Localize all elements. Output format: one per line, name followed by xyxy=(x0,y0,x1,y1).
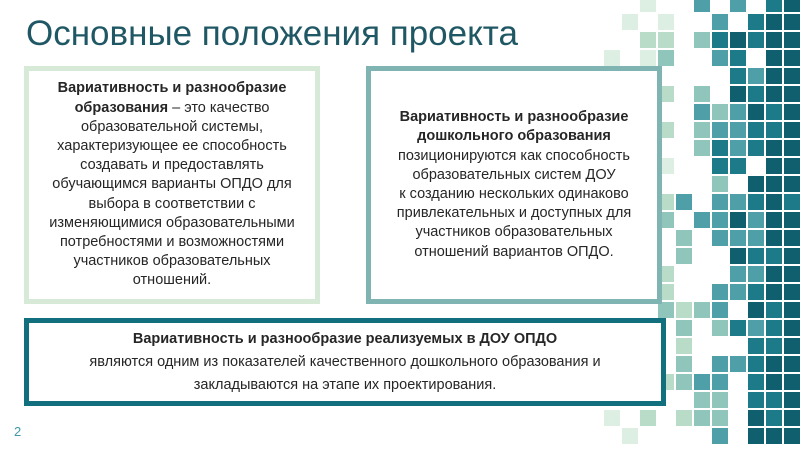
mosaic-square xyxy=(730,356,746,372)
mosaic-square xyxy=(748,212,764,228)
mosaic-square xyxy=(748,392,764,408)
mosaic-square xyxy=(784,86,800,102)
mosaic-square xyxy=(712,410,728,426)
definition-box-preschool-text xyxy=(379,108,649,262)
mosaic-square xyxy=(784,176,800,192)
mosaic-square xyxy=(694,122,710,138)
mosaic-square xyxy=(748,14,764,30)
mosaic-square xyxy=(604,50,620,66)
definition-box-preschool-term: Вариативность и разнообразие дошкольного образования xyxy=(399,109,629,145)
mosaic-square xyxy=(604,410,620,426)
mosaic-square xyxy=(694,374,710,390)
mosaic-square xyxy=(748,194,764,210)
mosaic-square xyxy=(730,68,746,84)
mosaic-square xyxy=(766,68,782,84)
mosaic-square xyxy=(748,302,764,318)
mosaic-square xyxy=(694,410,710,426)
mosaic-square xyxy=(784,194,800,210)
mosaic-square xyxy=(766,14,782,30)
mosaic-square xyxy=(766,194,782,210)
mosaic-square xyxy=(748,374,764,390)
mosaic-square xyxy=(712,230,728,246)
mosaic-square xyxy=(766,392,782,408)
mosaic-square xyxy=(712,14,728,30)
mosaic-square xyxy=(676,230,692,246)
definition-box-preschool-line-1: позиционируются как способность xyxy=(398,147,630,164)
definition-box-education-term: Вариативность и разнообразие образования xyxy=(57,80,287,116)
definition-box-education-text xyxy=(37,79,307,290)
mosaic-square xyxy=(730,50,746,66)
mosaic-square xyxy=(676,356,692,372)
mosaic-square xyxy=(730,230,746,246)
mosaic-square xyxy=(748,86,764,102)
conclusion-box-line-1: являются одним из показателей качественного дошкольного образования и xyxy=(89,353,601,370)
mosaic-square xyxy=(730,320,746,336)
mosaic-square xyxy=(784,374,800,390)
mosaic-square xyxy=(730,104,746,120)
mosaic-square xyxy=(766,284,782,300)
mosaic-square xyxy=(784,356,800,372)
mosaic-square xyxy=(694,0,710,12)
conclusion-box-line-2: закладываются на этапе их проектирования. xyxy=(193,376,497,393)
mosaic-square xyxy=(784,230,800,246)
mosaic-square xyxy=(676,302,692,318)
mosaic-square xyxy=(784,68,800,84)
mosaic-square xyxy=(766,86,782,102)
mosaic-square xyxy=(766,266,782,282)
mosaic-square xyxy=(766,248,782,264)
mosaic-square xyxy=(694,302,710,318)
mosaic-square xyxy=(694,32,710,48)
mosaic-square xyxy=(748,248,764,264)
page-number: 2 xyxy=(14,424,22,439)
mosaic-square xyxy=(712,140,728,156)
definition-box-preschool-line-3: к созданию нескольких одинаково привлекательных и доступных для участников образовательных отношений вариантов ОПДО. xyxy=(396,186,632,260)
conclusion-box xyxy=(24,318,666,406)
mosaic-square xyxy=(784,32,800,48)
mosaic-square xyxy=(730,248,746,264)
mosaic-square xyxy=(748,176,764,192)
mosaic-square xyxy=(766,158,782,174)
mosaic-square xyxy=(784,212,800,228)
mosaic-square xyxy=(712,428,728,444)
mosaic-square xyxy=(694,140,710,156)
mosaic-square xyxy=(640,50,656,66)
mosaic-square xyxy=(748,140,764,156)
mosaic-square xyxy=(676,194,692,210)
mosaic-square xyxy=(694,392,710,408)
mosaic-square xyxy=(766,104,782,120)
mosaic-square xyxy=(748,68,764,84)
mosaic-square xyxy=(784,410,800,426)
mosaic-square xyxy=(730,284,746,300)
mosaic-square xyxy=(784,392,800,408)
definition-box-education-description: – это качество образовательной системы, характеризующее ее способность создавать и предоставлять обучающимся варианты ОПДО для выбора в соответствии с изменяющимися образовательными потребностями и возможностями участников образовательных отношений. xyxy=(49,99,295,289)
mosaic-square xyxy=(658,50,674,66)
mosaic-square xyxy=(658,302,674,318)
mosaic-square xyxy=(784,122,800,138)
conclusion-box-text xyxy=(89,328,600,397)
mosaic-square xyxy=(712,392,728,408)
mosaic-square xyxy=(766,50,782,66)
mosaic-square xyxy=(748,104,764,120)
mosaic-square xyxy=(748,284,764,300)
mosaic-square xyxy=(730,140,746,156)
mosaic-square xyxy=(748,266,764,282)
mosaic-square xyxy=(640,410,656,426)
mosaic-square xyxy=(622,428,638,444)
definition-box-education xyxy=(24,66,320,304)
mosaic-square xyxy=(694,86,710,102)
mosaic-square xyxy=(784,266,800,282)
mosaic-square xyxy=(766,356,782,372)
mosaic-square xyxy=(730,32,746,48)
mosaic-square xyxy=(640,0,656,12)
mosaic-square xyxy=(658,32,674,48)
mosaic-square xyxy=(730,158,746,174)
mosaic-square xyxy=(748,320,764,336)
mosaic-square xyxy=(712,320,728,336)
mosaic-square xyxy=(766,122,782,138)
mosaic-square xyxy=(730,86,746,102)
mosaic-square xyxy=(712,284,728,300)
mosaic-square xyxy=(784,0,800,12)
mosaic-square xyxy=(640,32,656,48)
mosaic-square xyxy=(766,302,782,318)
mosaic-square xyxy=(622,14,638,30)
mosaic-square xyxy=(712,194,728,210)
conclusion-box-term: Вариативность и разнообразие реализуемых в ДОУ ОПДО xyxy=(132,330,558,347)
mosaic-square xyxy=(694,104,710,120)
mosaic-square xyxy=(730,266,746,282)
mosaic-square xyxy=(748,356,764,372)
mosaic-square xyxy=(766,410,782,426)
mosaic-square xyxy=(694,212,710,228)
mosaic-square xyxy=(784,338,800,354)
mosaic-square xyxy=(730,212,746,228)
mosaic-square xyxy=(784,248,800,264)
mosaic-square xyxy=(712,122,728,138)
mosaic-square xyxy=(784,14,800,30)
mosaic-square xyxy=(766,320,782,336)
mosaic-square xyxy=(784,284,800,300)
mosaic-square xyxy=(712,356,728,372)
mosaic-square xyxy=(730,0,746,12)
mosaic-square xyxy=(766,32,782,48)
mosaic-square xyxy=(676,248,692,264)
mosaic-square xyxy=(712,212,728,228)
mosaic-square xyxy=(658,14,674,30)
mosaic-square xyxy=(748,428,764,444)
mosaic-square xyxy=(712,50,728,66)
mosaic-square xyxy=(712,158,728,174)
mosaic-square xyxy=(766,230,782,246)
mosaic-square xyxy=(784,302,800,318)
mosaic-square xyxy=(730,122,746,138)
mosaic-square xyxy=(712,302,728,318)
mosaic-square xyxy=(712,104,728,120)
mosaic-square xyxy=(784,104,800,120)
definition-box-preschool-line-2: образовательных систем ДОУ xyxy=(412,166,616,183)
mosaic-square xyxy=(712,374,728,390)
slide-title: Основные положения проекта xyxy=(26,14,518,53)
mosaic-square xyxy=(766,338,782,354)
mosaic-square xyxy=(766,428,782,444)
mosaic-square xyxy=(784,320,800,336)
definition-box-preschool xyxy=(366,66,662,304)
mosaic-square xyxy=(676,320,692,336)
mosaic-square xyxy=(766,374,782,390)
mosaic-square xyxy=(730,194,746,210)
mosaic-square xyxy=(748,338,764,354)
mosaic-square xyxy=(784,158,800,174)
mosaic-square xyxy=(748,122,764,138)
mosaic-square xyxy=(766,176,782,192)
mosaic-square xyxy=(766,212,782,228)
mosaic-square xyxy=(676,374,692,390)
mosaic-square xyxy=(748,230,764,246)
mosaic-square xyxy=(766,140,782,156)
mosaic-square xyxy=(784,428,800,444)
mosaic-square xyxy=(676,338,692,354)
mosaic-square xyxy=(766,0,782,12)
mosaic-square xyxy=(784,140,800,156)
mosaic-square xyxy=(748,32,764,48)
mosaic-square xyxy=(784,50,800,66)
mosaic-square xyxy=(748,410,764,426)
mosaic-square xyxy=(712,32,728,48)
mosaic-square xyxy=(712,176,728,192)
mosaic-square xyxy=(676,410,692,426)
